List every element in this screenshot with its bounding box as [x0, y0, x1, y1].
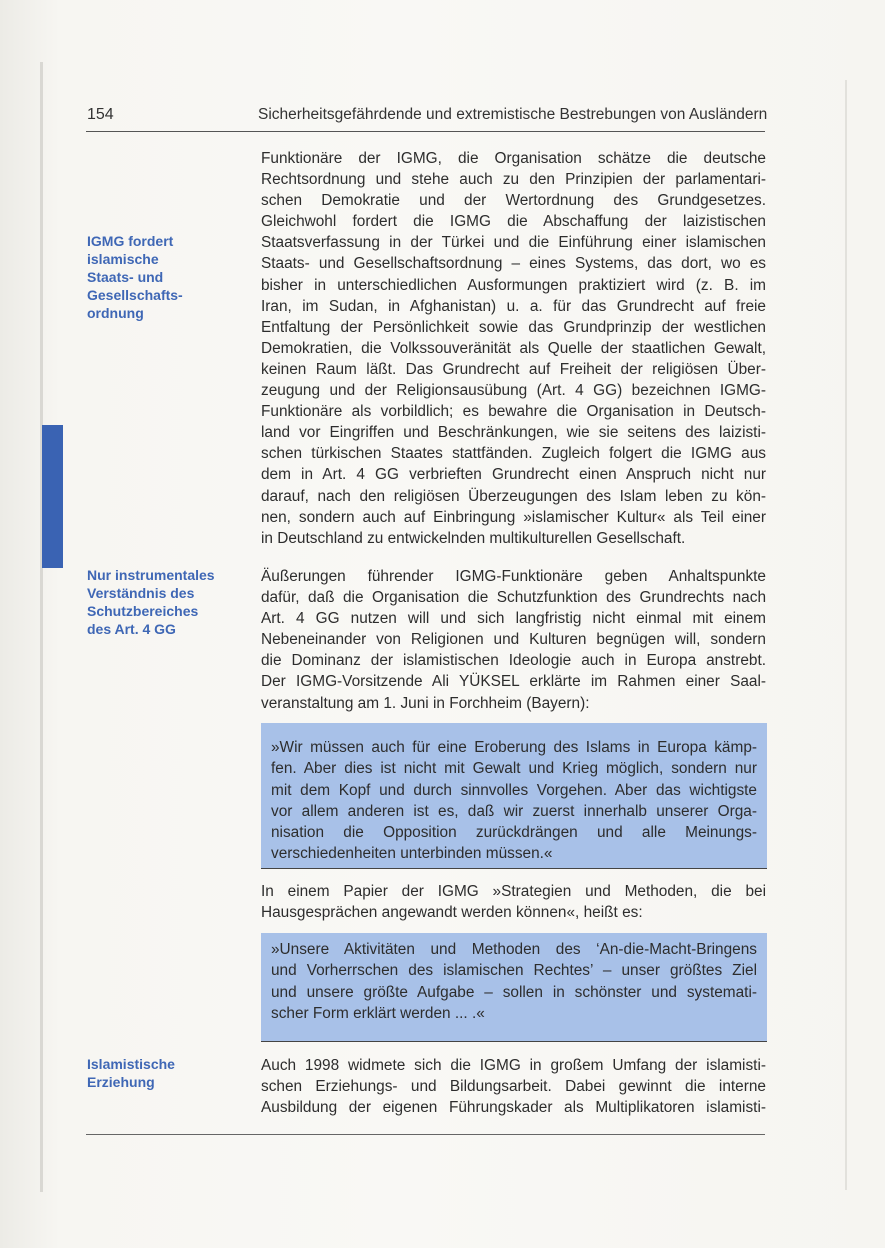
text-line: keinen Raum läßt. Das Grundrecht auf Freiheit der religiösen Über-	[261, 360, 766, 378]
text-line: zeugung und der Religionsausübung (Art. 4 GG) bezeichnen IGMG-	[261, 382, 766, 400]
quote-line: scher Form erklärt werden ... .«	[271, 1004, 485, 1022]
text-line: dafür, daß die Organisation die Schutzfunktion des Grundrechts nach	[261, 589, 766, 607]
quote-box-yuksel	[261, 723, 767, 869]
quote-line: vor allem anderen ist es, daß wir zuerst innerhalb unserer Orga-	[271, 802, 757, 820]
quote-box-strategien	[261, 933, 767, 1042]
text-line: Staats- und Gesellschaftsordnung – eines Systems, das dort, wo es	[261, 255, 766, 273]
text-line: Der IGMG-Vorsitzende Ali YÜKSEL erklärte im Rahmen einer Saal-	[261, 673, 766, 691]
quote-line: fen. Aber dies ist nicht mit Gewalt und Krieg möglich, sondern nur	[271, 760, 757, 778]
margin-note-line: Erziehung	[87, 1074, 155, 1090]
margin-note-erziehung	[87, 1055, 247, 1091]
margin-note-line: Nur instrumentales	[87, 567, 215, 583]
quote-line: nisation die Opposition zurückdrängen und alle Meinungs-	[271, 824, 757, 842]
text-line: Nebeneinander von Religionen und Kulturen begnügen will, sondern	[261, 631, 766, 649]
left-margin-rule	[40, 62, 43, 1192]
text-line: Auch 1998 widmete sich die IGMG in großem Umfang der islamisti-	[261, 1057, 766, 1074]
text-line: nen, sondern auch auf Einbringung »islamischer Kultur« als Teil einer	[261, 508, 766, 526]
section-tab-marker	[42, 425, 63, 568]
text-line: Staatsverfassung in der Türkei und die Einführung einer islamischen	[261, 234, 766, 252]
margin-note-line: Islamistische	[87, 1056, 175, 1072]
quote-line: und Vorherrschen des islamischen Rechtes’ – unser größtes Ziel	[271, 962, 757, 980]
text-line: die Dominanz der islamistischen Ideologie auch in Europa anstrebt.	[261, 652, 766, 670]
margin-note-line: ordnung	[87, 305, 144, 321]
text-line: Art. 4 GG nutzen will und sich langfristig nicht einmal mit einem	[261, 610, 766, 628]
text-line: veranstaltung am 1. Juni in Forchheim (Bayern):	[261, 694, 590, 712]
paragraph-3	[261, 881, 766, 923]
quote-line: »Unsere Aktivitäten und Methoden des ‘An-die-Macht-Bringens	[271, 941, 757, 958]
text-line: darauf, nach den religiösen Überzeugungen des Islam leben zu kön-	[261, 487, 766, 505]
quote-line: »Wir müssen auch für eine Eroberung des Islams in Europa kämp-	[271, 739, 757, 756]
paragraph-1	[261, 148, 766, 549]
margin-note-line: Verständnis des	[87, 585, 195, 601]
text-line: Gleichwohl fordert die IGMG die Abschaffung der laizistischen	[261, 213, 766, 231]
paragraph-2	[261, 566, 766, 714]
text-line: Äußerungen führender IGMG-Funktionäre geben Anhaltspunkte	[261, 568, 766, 585]
text-line: Entfaltung der Persönlichkeit sowie das Grundprinzip der westlichen	[261, 318, 766, 336]
margin-note-line: des Art. 4 GG	[87, 621, 176, 637]
running-head: Sicherheitsgefährdende und extremistische Bestrebungen von Ausländern	[258, 106, 768, 123]
margin-note-line: islamische	[87, 251, 159, 267]
text-line: Ausbildung der eigenen Führungskader als Multiplikatoren islamisti-	[261, 1099, 766, 1117]
text-line: In einem Papier der IGMG »Strategien und Methoden, die bei	[261, 883, 766, 900]
margin-note-line: Staats- und	[87, 269, 164, 285]
text-line: Rechtsordnung und stehe auch zu den Prinzipien der parlamentari-	[261, 171, 766, 189]
page-number: 154	[87, 106, 114, 123]
margin-note-igmg-ordnung	[87, 232, 247, 322]
text-line: schen türkischen Staates stattfänden. Zugleich folgert die IGMG aus	[261, 445, 766, 463]
header-rule	[86, 131, 765, 132]
paragraph-4	[261, 1055, 766, 1118]
margin-note-line: IGMG fordert	[87, 233, 174, 249]
text-line: in Deutschland zu entwickelnden multikulturellen Gesellschaft.	[261, 529, 686, 547]
text-line: Hausgesprächen angewandt werden können«, heißt es:	[261, 904, 643, 922]
quote-line: verschiedenheiten unterbinden müssen.«	[271, 845, 553, 863]
quote-text	[271, 939, 757, 1024]
footer-rule	[86, 1134, 765, 1135]
margin-note-line: Schutzbereiches	[87, 603, 199, 619]
quote-line: und unsere größte Aufgabe – sollen in schönster und systemati-	[271, 983, 757, 1001]
text-line: Funktionäre der IGMG, die Organisation schätze die deutsche	[261, 150, 766, 167]
text-line: Demokratien, die Volkssouveränität als Quelle der staatlichen Gewalt,	[261, 339, 766, 357]
margin-note-line: Gesellschafts-	[87, 287, 183, 303]
text-line: bisher in unterschiedlichen Ausformungen praktiziert wird (z. B. im	[261, 276, 766, 294]
text-line: Iran, im Sudan, in Afghanistan) u. a. für das Grundrecht auf freie	[261, 297, 766, 315]
margin-note-art4	[87, 566, 247, 638]
text-line: dem in Art. 4 GG verbrieften Grundrecht einen Anspruch nicht nur	[261, 466, 766, 484]
right-page-edge	[845, 80, 847, 1190]
text-line: schen Demokratie und der Wertordnung des Grundgesetzes.	[261, 192, 766, 210]
text-line: Funktionäre als vorbildlich; es bewahre die Organisation in Deutsch-	[261, 403, 766, 421]
text-line: schen Erziehungs- und Bildungsarbeit. Dabei gewinnt die interne	[261, 1078, 766, 1096]
text-line: land vor Eingriffen und Beschränkungen, wie sie seitens des laizisti-	[261, 424, 766, 442]
quote-line: mit dem Kopf und durch sinnvolles Vorgehen. Aber das wichtigste	[271, 781, 757, 799]
quote-text	[271, 737, 757, 865]
